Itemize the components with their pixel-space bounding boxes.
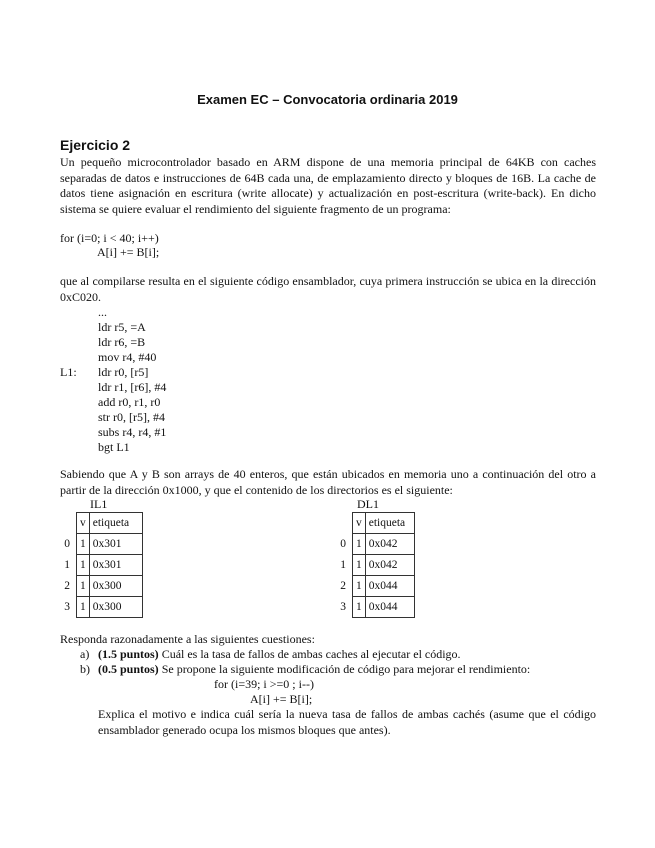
valid-bit: 1: [77, 576, 90, 597]
column-header: v: [353, 513, 366, 534]
row-index: 3: [64, 601, 70, 613]
tag-cell: 0x042: [365, 534, 414, 555]
compile-paragraph: que al compilarse resulta en el siguiente código ensamblador, cuya primera instrucción se ubica en la dirección 0xC020.: [60, 274, 596, 304]
asm-line: ldr r6, =B: [98, 335, 146, 349]
explain-paragraph: Explica el motivo e indica cuál sería la nueva tasa de fallos de ambas cachés (asume que el código ensamblador generado ocupa los mismos bloques que antes).: [98, 707, 596, 737]
valid-bit: 1: [77, 597, 90, 618]
tag-cell: 0x042: [365, 555, 414, 576]
question-a-points: (1.5 puntos): [98, 647, 159, 661]
valid-bit: 1: [353, 555, 366, 576]
asm-line: ldr r1, [r6], #4: [98, 380, 167, 394]
column-header: etiqueta: [89, 513, 142, 534]
page-title: Examen EC – Convocatoria ordinaria 2019: [197, 92, 458, 107]
valid-bit: 1: [77, 555, 90, 576]
valid-bit: 1: [353, 534, 366, 555]
row-index: 1: [340, 559, 346, 571]
row-index: 0: [340, 538, 346, 550]
asm-line: ...: [98, 305, 107, 319]
tag-cell: 0x044: [365, 576, 414, 597]
exercise-heading: Ejercicio 2: [60, 137, 131, 153]
column-header: etiqueta: [365, 513, 414, 534]
il1-caption: IL1: [90, 497, 108, 511]
mod-code-line-2: A[i] += B[i];: [250, 692, 313, 706]
arrays-paragraph: Sabiendo que A y B son arrays de 40 enteros, que están ubicados en memoria uno a continuación del otro a partir de la dirección 0x1000, y que el contenido de los directorios es el siguiente:: [60, 467, 596, 497]
question-b: [98, 662, 530, 678]
dl1-table: [333, 512, 415, 618]
row-index: 1: [64, 559, 70, 571]
asm-line: subs r4, r4, #1: [98, 425, 167, 439]
asm-label: L1:: [60, 365, 77, 379]
question-a: [98, 647, 461, 663]
valid-bit: 1: [353, 576, 366, 597]
asm-line: mov r4, #40: [98, 350, 157, 364]
questions-intro: Responda razonadamente a las siguientes cuestiones:: [60, 632, 315, 646]
tag-cell: 0x044: [365, 597, 414, 618]
c-code-line-1: for (i=0; i < 40; i++): [60, 231, 159, 245]
c-code-line-2: A[i] += B[i];: [97, 245, 160, 259]
table-row: [333, 597, 414, 618]
row-index: 0: [64, 538, 70, 550]
question-b-text: Se propone la siguiente modificación de código para mejorar el rendimiento:: [158, 662, 531, 676]
question-b-letter: b): [80, 662, 90, 676]
row-index: 3: [340, 601, 346, 613]
row-index: 2: [64, 580, 70, 592]
il1-table: [57, 512, 143, 618]
asm-line: ldr r5, =A: [98, 320, 146, 334]
table-row: [333, 576, 414, 597]
tag-cell: 0x301: [89, 534, 142, 555]
valid-bit: 1: [353, 597, 366, 618]
table-row: [57, 597, 142, 618]
question-a-letter: a): [80, 647, 90, 661]
column-header: v: [77, 513, 90, 534]
dl1-caption: DL1: [357, 497, 379, 511]
mod-code-line-1: for (i=39; i >=0 ; i--): [214, 677, 314, 691]
question-b-points: (0.5 puntos): [98, 662, 159, 676]
table-header-row: [57, 513, 142, 534]
question-a-text: Cuál es la tasa de fallos de ambas caches al ejecutar el código.: [158, 647, 461, 661]
asm-line: add r0, r1, r0: [98, 395, 161, 409]
tag-cell: 0x301: [89, 555, 142, 576]
table-header-row: [333, 513, 414, 534]
tag-cell: 0x300: [89, 597, 142, 618]
asm-line: ldr r0, [r5]: [98, 365, 149, 379]
asm-line: str r0, [r5], #4: [98, 410, 165, 424]
table-row: [57, 555, 142, 576]
table-row: [57, 534, 142, 555]
valid-bit: 1: [77, 534, 90, 555]
table-row: [333, 555, 414, 576]
row-index: 2: [340, 580, 346, 592]
tag-cell: 0x300: [89, 576, 142, 597]
intro-paragraph: Un pequeño microcontrolador basado en ARM dispone de una memoria principal de 64KB con caches separadas de datos e instrucciones de 64B cada una, de emplazamiento directo y bloques de 16B. La cache de datos tiene asignación en escritura (write allocate) y actualización en post-escritura (write-back). En dicho sistema se quiere evaluar el rendimiento del siguiente fragmento de un programa:: [60, 155, 596, 216]
table-row: [333, 534, 414, 555]
asm-line: bgt L1: [98, 440, 130, 454]
table-row: [57, 576, 142, 597]
